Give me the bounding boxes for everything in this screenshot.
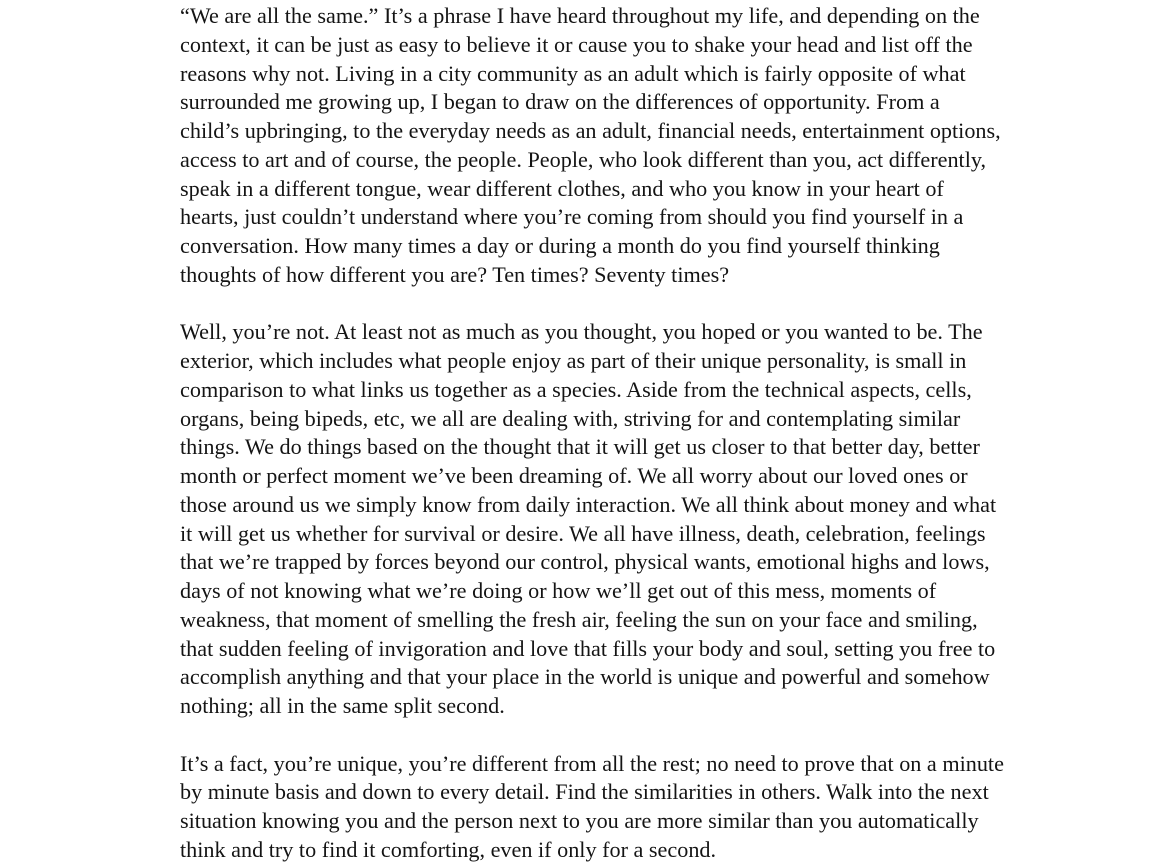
- text-line: access to art and of course, the people. People, who look different than you, act differently,: [180, 146, 987, 172]
- text-line: context, it can be just as easy to believe it or cause you to shake your head and list off the: [180, 31, 973, 57]
- text-line: that we’re trapped by forces beyond our control, physical wants, emotional highs and lows,: [180, 549, 990, 575]
- text-line: weakness, that moment of smelling the fresh air, feeling the sun on your face and smiling,: [180, 606, 978, 632]
- text-line: nothing; all in the same split second.: [180, 693, 505, 718]
- text-line: child’s upbringing, to the everyday needs as an adult, financial needs, entertainment options,: [180, 118, 1001, 143]
- text-line: Well, you’re not. At least not as much as you thought, you hoped or you wanted to be. The: [180, 319, 983, 345]
- paragraph-2: [180, 318, 1010, 721]
- text-line: surrounded me growing up, I began to draw on the differences of opportunity. From a: [180, 89, 940, 115]
- text-line: month or perfect moment we’ve been dreaming of. We all worry about our loved ones or: [180, 463, 968, 488]
- paragraph-spacer: [180, 721, 1152, 750]
- text-line: conversation. How many times a day or during a month do you find yourself thinking: [180, 233, 940, 258]
- text-line: “We are all the same.” It’s a phrase I have heard throughout my life, and depending on the: [180, 3, 980, 28]
- text-line: situation knowing you and the person next to you are more similar than you automatically: [180, 808, 979, 833]
- text-line: exterior, which includes what people enjoy as part of their unique personality, is small in: [180, 348, 967, 373]
- text-line: think and try to find it comforting, even if only for a second.: [180, 836, 717, 862]
- text-line: speak in a different tongue, wear different clothes, and who you know in your heart of: [180, 175, 944, 201]
- paragraph-spacer: [180, 290, 1152, 319]
- text-line: it will get us whether for survival or desire. We all have illness, death, celebration, feelings: [180, 520, 986, 546]
- text-line: organs, being bipeds, etc, we all are dealing with, striving for and contemplating similar: [180, 405, 961, 431]
- paragraph-1: [180, 2, 1010, 290]
- text-line: hearts, just couldn’t understand where you’re coming from should you find yourself in a: [180, 204, 964, 230]
- paragraph-3: [180, 750, 1010, 864]
- text-line: those around us we simply know from daily interaction. We all think about money and what: [180, 491, 997, 517]
- text-line: It’s a fact, you’re unique, you’re different from all the rest; no need to prove that on a minute: [180, 750, 1004, 776]
- text-line: things. We do things based on the thought that it will get us closer to that better day, better: [180, 434, 980, 460]
- text-line: that sudden feeling of invigoration and love that fills your body and soul, setting you free to: [180, 635, 996, 661]
- text-line: accomplish anything and that your place in the world is unique and powerful and somehow: [180, 664, 990, 690]
- text-line: by minute basis and down to every detail. Find the similarities in others. Walk into the next: [180, 779, 989, 805]
- text-line: thoughts of how different you are? Ten times? Seventy times?: [180, 261, 730, 287]
- text-line: comparison to what links us together as a species. Aside from the technical aspects, cells,: [180, 376, 972, 402]
- text-line: days of not knowing what we’re doing or how we’ll get out of this mess, moments of: [180, 578, 937, 603]
- text-line: reasons why not. Living in a city community as an adult which is fairly opposite of what: [180, 60, 966, 86]
